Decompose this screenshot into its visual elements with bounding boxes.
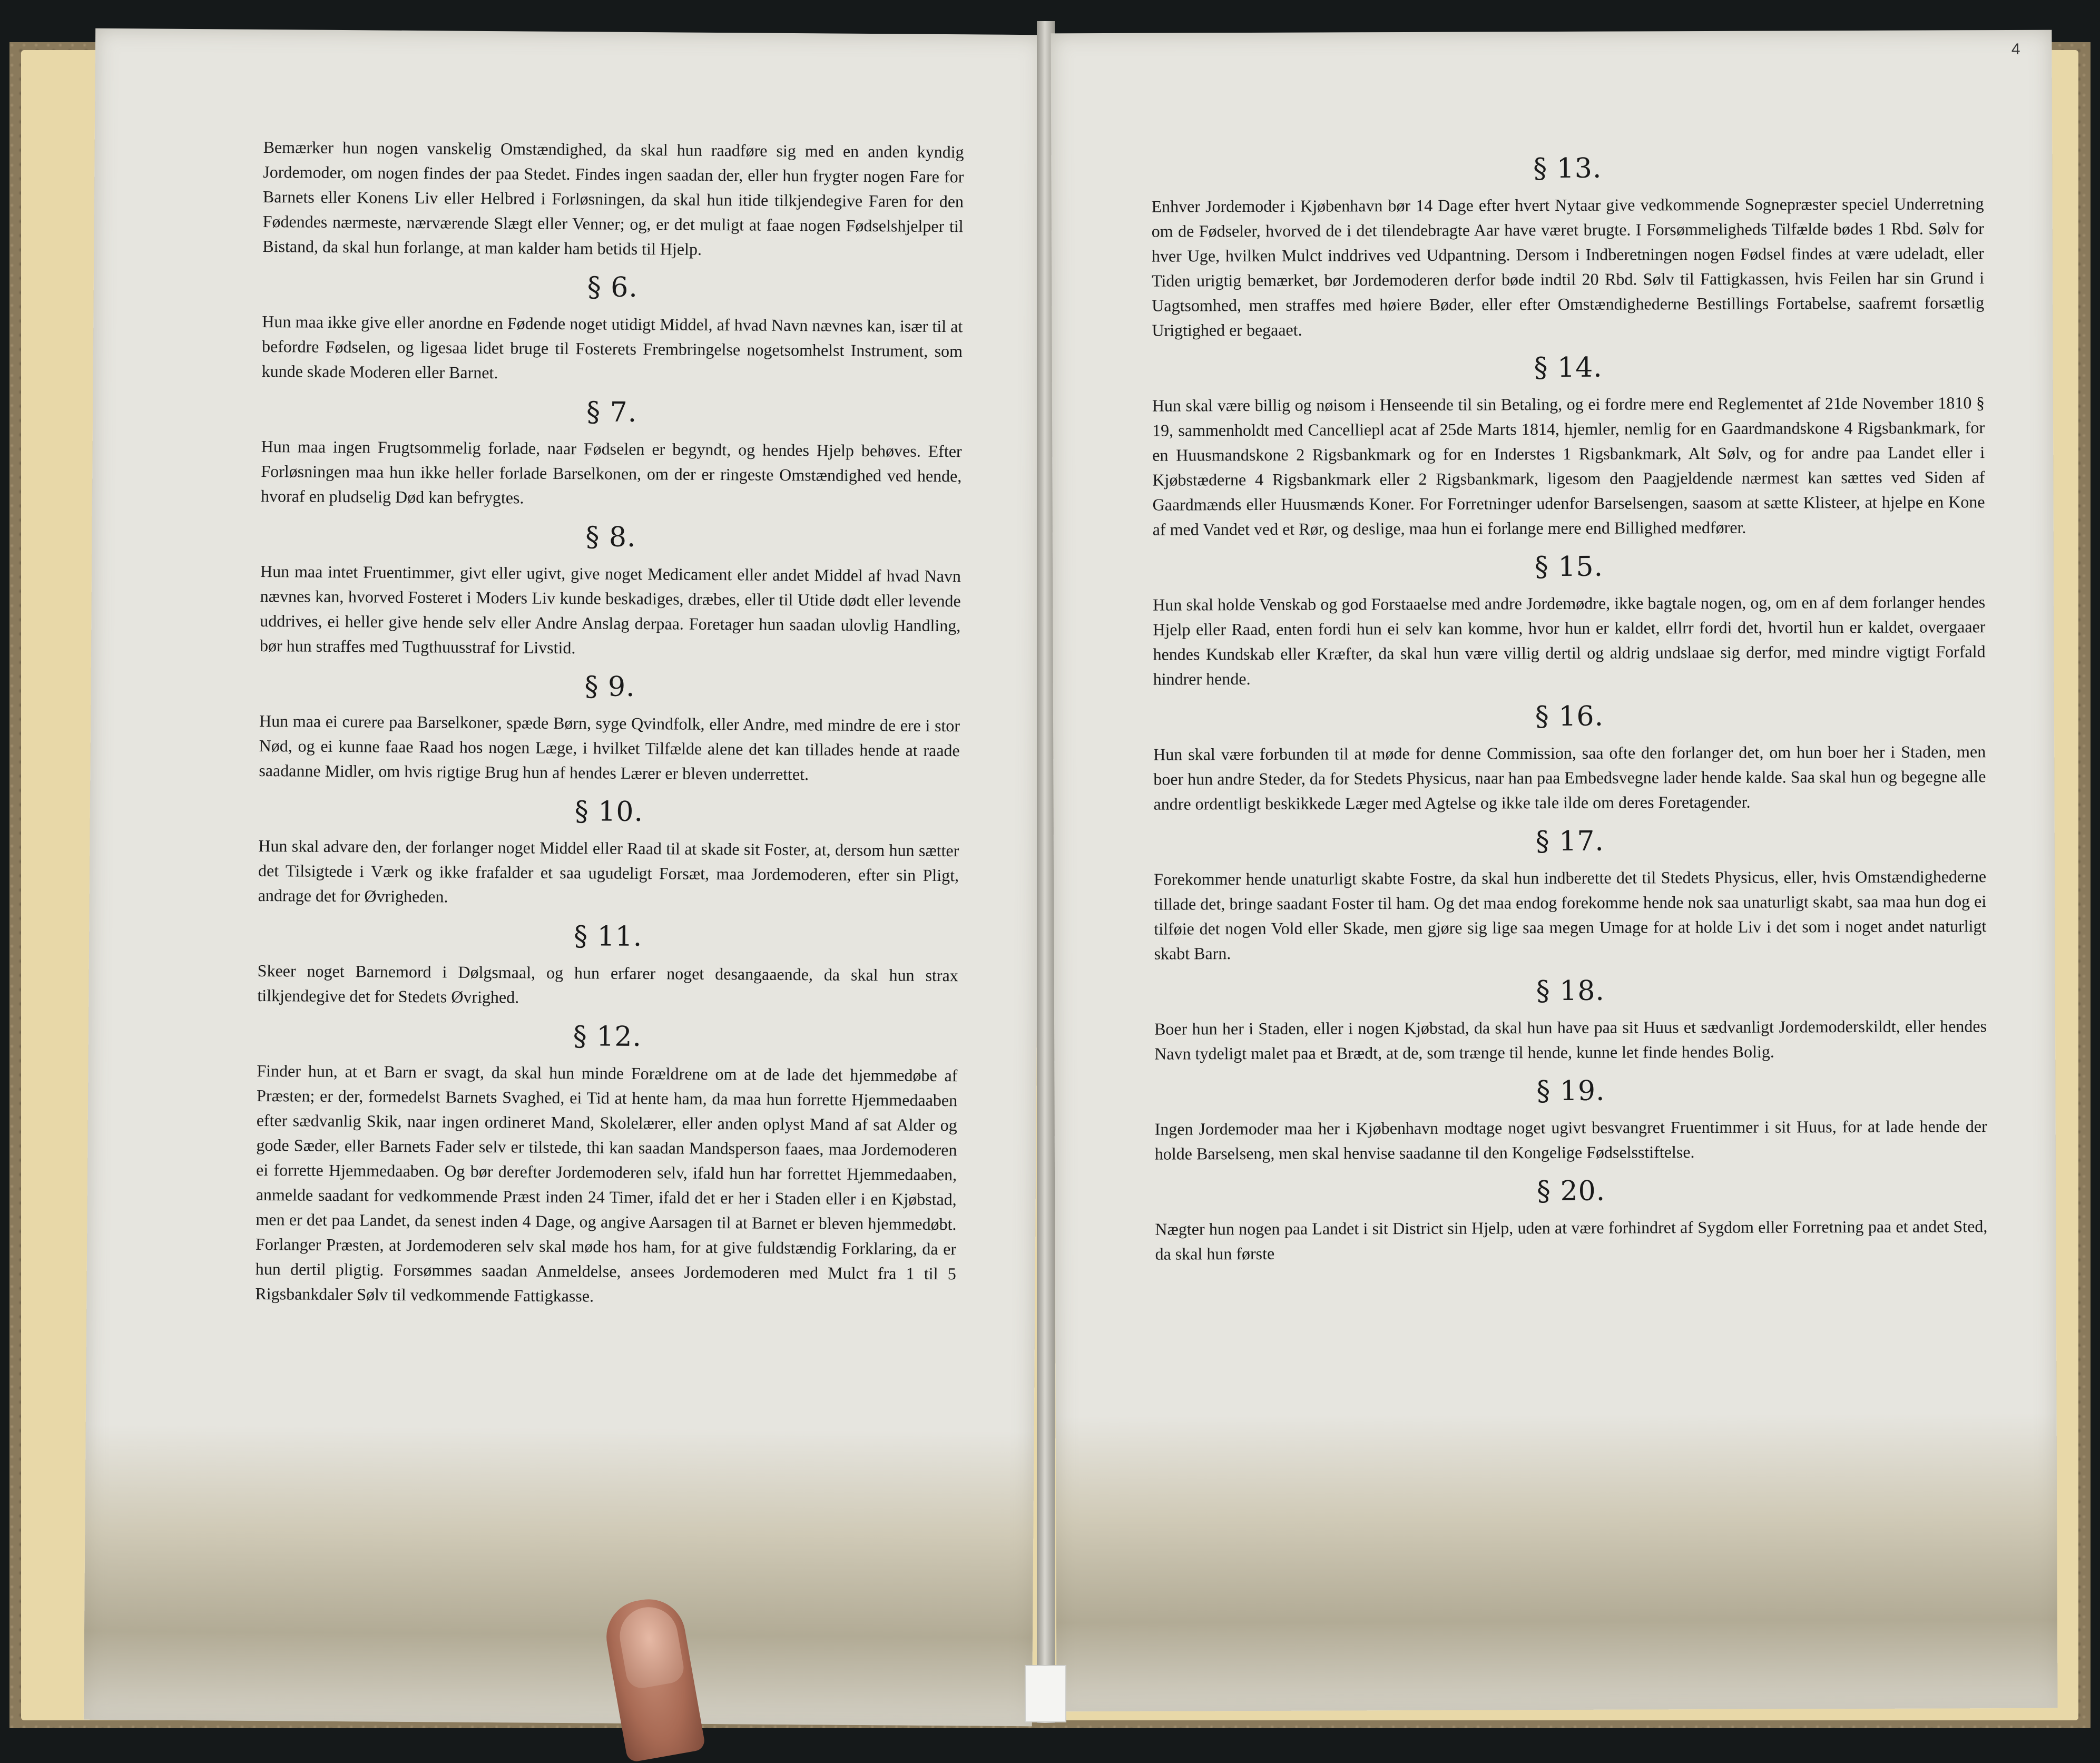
section-heading-10: § 10. [574,796,644,828]
section-heading-12: § 12. [573,1021,642,1053]
left-page-text [86,28,1044,1315]
section-text-16: Hun skal være forbunden til at møde for denne Commission, saa ofte den forlanger det, om hun boer her i Staden, men boer hun andre Steder, da for Stedets Physicus, naar han paa Embedsvegne lader hende kalde. Saa skal hun og begegne alle andre ordentligt beskikkede Læger med Agtelse og ikke tale ilde om deres Foretagender. [1153,742,1986,814]
left-page [84,28,1044,1726]
section-heading-11: § 11. [573,920,643,953]
section-heading-20: § 20. [1536,1175,1606,1208]
section-heading-17: § 17. [1535,825,1605,858]
section-heading-19: § 19. [1536,1075,1605,1108]
section-text-15: Hun skal holde Venskab og god Forstaaelse med andre Jordemødre, ikke bagtale nogen, og, om en af dem forlanger hendes Hjelp eller Raad, enten fordi hun ei selv kan komme, hvor hun er kaldet, ellrr fordi det, hvortil hun er kaldet, overgaaer hendes Kundskab eller Kræfter, da skal hun være villig dertil og aldrig undslaae sig derfor, med mindre vigtigt Forfald hindrer hende. [1153,592,1986,689]
section-heading-9: § 9. [584,671,635,703]
water-stain [84,1425,1034,1727]
section-text-7: Hun maa ingen Frugtsommelig forlade, naar Fødselen er begyndt, og hendes Hjelp behøves. Efter Forløsningen maa hun ikke heller forlade Barselkonen, om der er ringeste Omstændighed ved hende, hvoraf en pludselig Død kan befrygtes. [260,436,962,507]
section-text-11: Skeer noget Barnemord i Dølgsmaal, og hun erfarer noget desangaaende, da skal hun strax tilkjendegive det for Stedets Øvrighed. [257,961,958,1007]
section-text-19: Ingen Jordemoder maa her i Kjøbenhavn modtage noget ugivt besvangret Fruentimmer i sit Huus, for at lade hende der holde Barselseng, men skal henvise saadanne til den Kongelige Fødselsstiftelse. [1154,1116,1987,1163]
section-heading-8: § 8. [585,521,636,553]
section-text-18: Boer hun her i Staden, eller i nogen Kjøbstad, da skal hun have paa sit Huus et sædvanligt Jordemoderskildt, eller hendes Navn tydeligt malet paa et Brædt, at de, som trænge til hende, kunne let finde hendes Bolig. [1154,1016,1987,1063]
page-number: 4 [2011,40,2020,58]
section-text-14: Hun skal være billig og nøisom i Henseende til sin Betaling, og ei fordre mere end Reglementet af 21de November 1810 § 19, sammenholdt med Cancelliepl acat af 25de Marts 1814, hjemler, nemlig for en Gaardmandskone 4 Rigsbankmark, for en Huusmandskone 2 Rigsbankmark og for en Inderstes 1 Rigsbankmark, Alt Sølv, og for andre paa Landet eller i Kjøbstæderne 4 Rigsbankmark eller 2 Rigsbankmark, ligesom den Paagjeldende nærmest kan sættes ved Siden af Gaardmænds eller Huusmænds Koner. For Forretninger udenfor Barselsengen, saasom at sætte Klisteer, at hjelpe en Kone af med Vandet ved et Rør, og deslige, maa hun ei forlange mere end Billighed medfører. [1152,393,1985,539]
section-text-6: Hun maa ikke give eller anordne en Fødende noget utidigt Middel, af hvad Navn nævnes kan, især til at befordre Fødselen, og ligesaa lidet bruge til Fosterets Frembringelse nogetsomhelst Instrument, som kunde skade Moderen eller Barnet. [261,311,963,383]
section-heading-13: § 13. [1533,152,1602,185]
section-text-8: Hun maa intet Fruentimmer, givt eller ugivt, give noget Medicament eller andet Middel af hvad Navn nævnes kan, hvorved Fosteret i Moders Liv kunde beskadiges, dræbes, eller til Utide dødt eller levende uddrives, ei heller give hende selv eller Andre Anslag derpaa. Foretager hun saadan ulovlig Handling, bør hun straffes med Tugthuusstraf for Livstid. [259,561,961,658]
section-text-20: Nægter hun nogen paa Landet i sit District sin Hjelp, uden at være forhindret af Sygdom eller Forretning paa et andet Sted, da skal hun første [1155,1217,1988,1264]
section-text-13: Enhver Jordemoder i Kjøbenhavn bør 14 Dage efter hvert Nytaar give vedkommende Sognepræster speciel Underretning om de Fødseler, hvorved de i det tilendebragte Aar have været brugte. I Forsømmeligheds Tilfælde bødes 1 Rbd. Sølv for hver Uge, hvilken Mulct inddrives ved Udpantning. Dersom i Indberetningen nogen Fødsel findes at være udeladt, eller Tiden urigtig bemærket, bør Jordemoderen derfor bøde indtil 20 Rbd. Sølv til Fattigkassen, hvis Feilen har sin Grund i Uagtsomhed, men straffes med høiere Bøder, eller efter Omstændighederne Bestillings Fortabelse, saafremt forsætlig Urigtighed er begaaet. [1151,194,1985,340]
section-text-17: Forekommer hende unaturligt skabte Fostre, da skal hun indberette det til Stedets Physicus, eller, hvis Omstændighederne tillade det, bringe saadant Foster til ham. Og det maa endog forekomme hende nok saa unaturligt skabt, saa maa hun dog ei tilføie det nogen Vold eller Skade, men gjøre sig lige saa megen Umage for at holde Liv i det som i noget andet naturligt skabt Barn. [1153,867,1987,963]
section-text-12: Finder hun, at et Barn er svagt, da skal hun minde Forældrene om at de lade det hjemmedøbe af Præsten; er der, formedelst Barnets Svaghed, ei Tid at hente ham, da maa hun forrette Hjemmedaaben efter sædvanlig Skik, naar ingen ordineret Mand, Skolelærer, eller anden oplyst Mand af sat Alder og gode Sæder, eller Barnets Fader selv er tilstede, thi kan saadan Mandsperson faaes, maa Jordemoderen ei forrette Hjemmedaaben. Og bør derefter Jordemoderen selv, ifald hun har forrettet Hjemmedaaben, anmelde saadant for vedkommende Præst inden 24 Timer, ifald det er her i Staden eller i en Kjøbstad, men er det paa Landet, da senest inden 4 Dage, og angive Aarsagen til at Barnet er bleven hjemmedøbt. Forlanger Præsten, at Jordemoderen selv skal møde hos ham, for at give fuldstændig Forklaring, da er hun dertil pligtig. Forsømmes saadan Anmeldelse, ansees Jordemoderen med Mulct fra 1 til 5 Rigsbankdaler Sølv til vedkommende Fattigkasse. [255,1061,958,1306]
page-clip [1025,1665,1066,1722]
left-intro-paragraph: Bemærker hun nogen vanskelig Omstændighed, da skal hun raadføre sig med en anden kyndig Jordemoder, om nogen findes der paa Stedet. Findes ingen saadan der, eller hun frygter nogen Fare for Barnets eller Konens Liv eller Helbred i Forløsningen, da skal hun itide tilkjendegive Faren for den Fødendes nærmeste, nærværende Slægt eller Venner; og, er det muligt at faae nogen Fødselshjelper til Bistand, da skal hun forlange, at man kalder ham betids til Hjelp. [262,137,964,259]
section-heading-15: § 15. [1534,551,1604,583]
section-text-10: Hun skal advare den, der forlanger noget Middel eller Raad til at skade sit Foster, at, dersom hun sætter det Tilsigtede i Værk og ikke frafalder et saa ugudeligt Forsæt, maa Jordemoderen, efter sin Pligt, andrage det for Øvrigheden. [258,836,959,906]
section-heading-16: § 16. [1535,700,1604,733]
section-text-9: Hun maa ei curere paa Barselkoner, spæde Børn, syge Qvindfolk, eller Andre, med mindre de ere i stor Nød, og ei kunne faae Raad hos nogen Læge, i hvilket Tilfælde alene det kan tillades hende at raade saadanne Midler, om hvis rigtige Brug hun af hendes Lærer er bleven underrettet. [259,711,960,784]
section-heading-14: § 14. [1534,351,1603,384]
right-page [1051,30,2057,1712]
right-page-text [1051,30,2056,1270]
section-heading-7: § 7. [586,396,637,428]
water-stain [1056,1413,2058,1712]
section-heading-18: § 18. [1536,975,1605,1007]
section-heading-6: § 6. [587,271,639,303]
